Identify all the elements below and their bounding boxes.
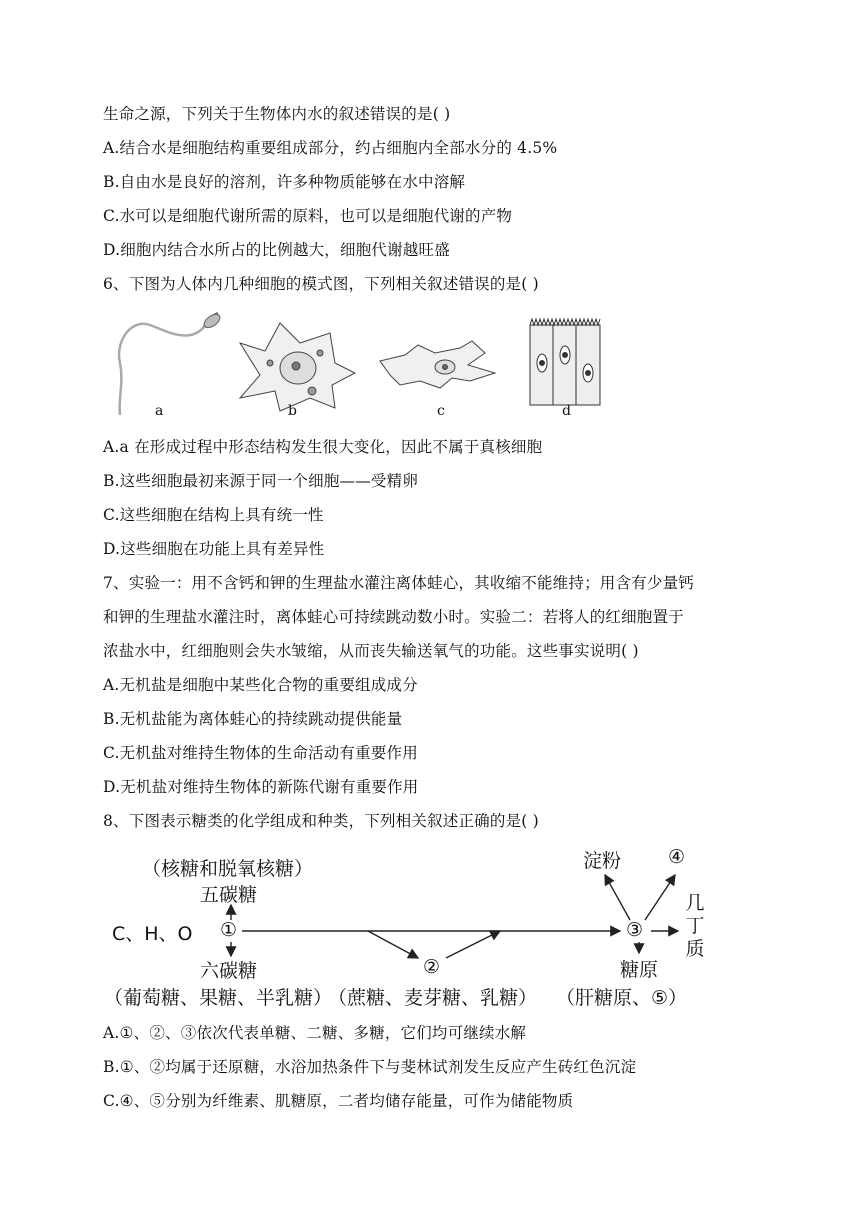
q7-stem-line-3: 浓盐水中，红细胞则会失水皱缩，从而丧失输送氧气的功能。这些事实说明( ) [103,642,639,660]
hexose-label: 六碳糖 [200,960,258,982]
q5-option-c: C.水可以是细胞代谢所需的原料，也可以是细胞代谢的产物 [103,207,513,225]
chitin-label: 几丁质 [685,892,705,960]
q5-option-b: B.自由水是良好的溶剂，许多种物质能够在水中溶解 [103,173,466,191]
cell-c-drawing [380,341,495,388]
q8-stem: 8、下图表示糖类的化学组成和种类，下列相关叙述正确的是( ) [103,812,539,830]
sugar-diagram [100,840,720,1015]
figure-label-d: d [562,403,571,419]
q5-stem: 生命之源，下列关于生物体内水的叙述错误的是( ) [103,105,451,123]
cell-d-drawing [530,319,600,405]
figure-label-c: c [437,403,445,419]
q7-option-d: D.无机盐对维持生物体的新陈代谢有重要作用 [103,778,419,796]
cell-figure-svg [100,303,620,428]
q6-option-d: D.这些细胞在功能上具有差异性 [103,540,325,558]
cell-figure [100,303,620,428]
q8-option-b: B.①、②均属于还原糖，水浴加热条件下与斐林试剂发生反应产生砖红色沉淀 [103,1058,637,1076]
figure-label-b: b [288,403,297,419]
pentose-label: 五碳糖 [200,884,258,906]
q5-option-d: D.细胞内结合水所占的比例越大，细胞代谢越旺盛 [103,241,450,259]
node-1: ① [220,919,238,941]
q6-option-a: A.a 在形成过程中形态结构发生很大变化，因此不属于真核细胞 [103,438,543,456]
elements-label: C、H、O [112,923,193,945]
q6-option-c: C.这些细胞在结构上具有统一性 [103,506,324,524]
q7-option-a: A.无机盐是细胞中某些化合物的重要组成成分 [103,676,418,694]
pentose-examples: （核糖和脱氧核糖） [142,858,314,880]
node-4: ④ [668,846,686,868]
hexose-examples: （葡萄糖、果糖、半乳糖） [104,987,333,1009]
sperm-cell-drawing [119,312,222,415]
cell-b-drawing [240,323,355,411]
q8-option-a: A.①、②、③依次代表单糖、二糖、多糖，它们均可继续水解 [103,1024,527,1042]
q6-stem: 6、下图为人体内几种细胞的模式图，下列相关叙述错误的是( ) [103,275,539,293]
q5-option-a: A.结合水是细胞结构重要组成部分，约占细胞内全部水分的 4.5% [103,139,558,157]
polysaccharide-examples: （肝糖原、⑤） [556,987,688,1009]
q8-option-c: C.④、⑤分别为纤维素、肌糖原，二者均储存能量，可作为储能物质 [103,1092,574,1110]
node-2: ② [423,956,441,978]
q7-stem-line-2: 和钾的生理盐水灌注时，离体蛙心可持续跳动数小时。实验二：若将人的红细胞置于 [103,608,684,626]
figure-label-a: a [155,403,164,419]
glycogen-label: 糖原 [620,959,659,981]
node-3: ③ [626,919,644,941]
q7-option-c: C.无机盐对维持生物体的生命活动有重要作用 [103,744,418,762]
q7-stem-line-1: 7、实验一：用不含钙和钾的生理盐水灌注离体蛙心，其收缩不能维持；用含有少量钙 [103,574,694,592]
disaccharide-examples: （蔗糖、麦芽糖、乳糖） [328,987,538,1009]
starch-label: 淀粉 [583,850,622,872]
q6-option-b: B.这些细胞最初来源于同一个细胞——受精卵 [103,472,419,490]
q7-option-b: B.无机盐能为离体蛙心的持续跳动提供能量 [103,710,403,728]
